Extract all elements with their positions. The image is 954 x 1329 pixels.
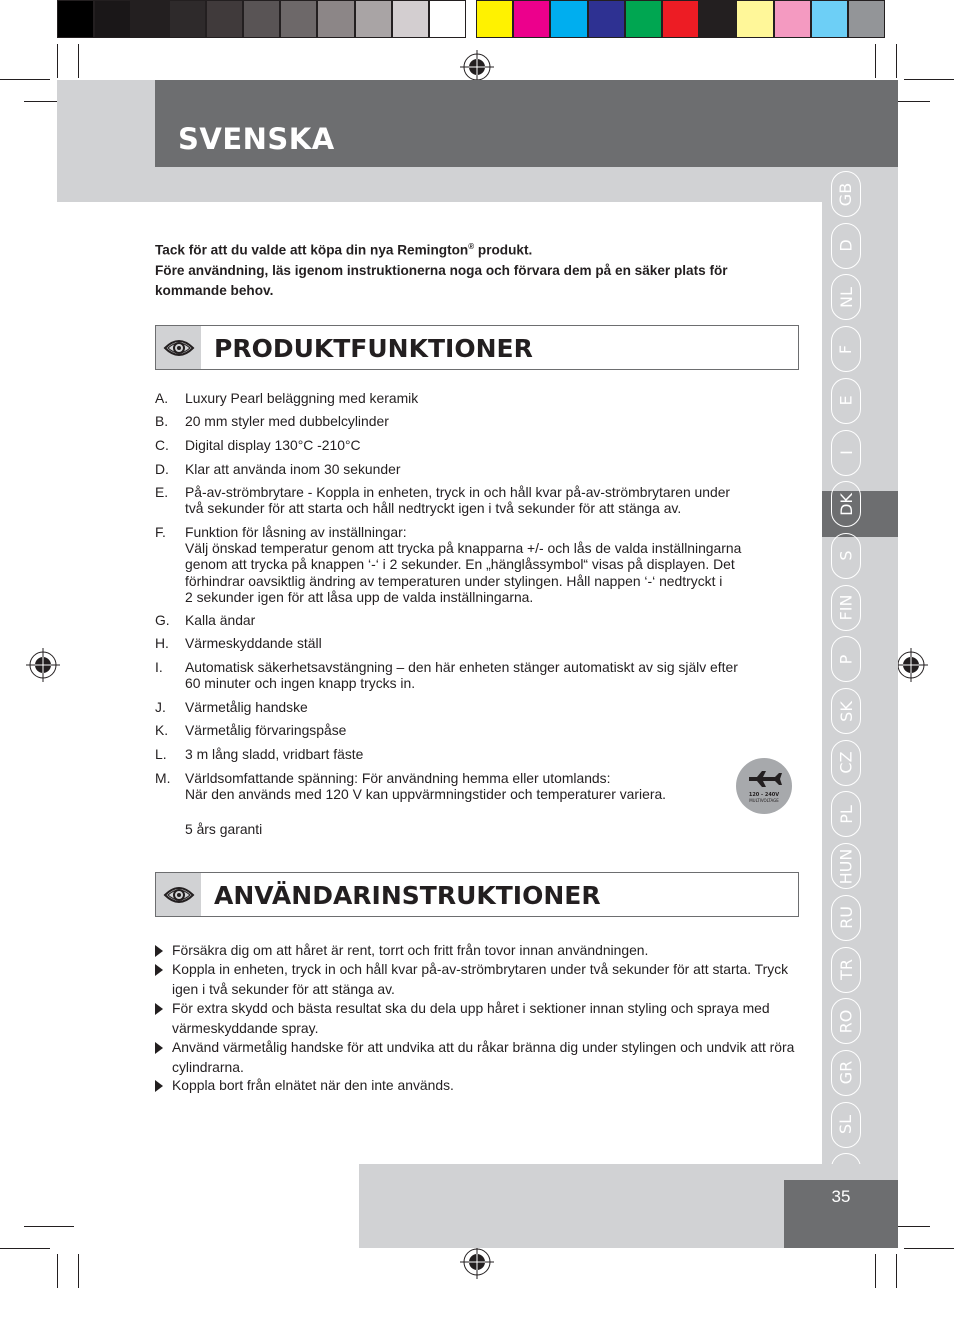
bullet-arrow-icon (155, 1003, 163, 1015)
feature-letter: B. (155, 413, 169, 429)
instruction-item (155, 941, 795, 961)
instructions-section-header (155, 872, 799, 917)
crop-mark (875, 1254, 876, 1288)
bullet-arrow-icon (155, 945, 163, 957)
feature-item (155, 746, 805, 762)
feature-letter: C. (155, 437, 169, 453)
language-tab-s[interactable] (831, 533, 861, 579)
feature-letter: L. (155, 746, 167, 762)
feature-text: Funktion för låsning av inställningar: Välj önskad temperatur genom att trycka på knapparna +/- och lås de valda inställningarna genom att trycka på knappen ‘-‘ i 2 sekunder. En „hänglåssymbol“ visas på displayen. Det förhindrar oavsiktlig ändring av temperaturen under stylingen. Håll nappen ‘-‘ nedtryckt i 2 sekunder igen för att låsa upp de valda inställningarna. (185, 524, 742, 605)
registration-mark-icon (894, 648, 928, 682)
crop-mark (875, 44, 876, 78)
language-tab-dk[interactable] (831, 481, 861, 527)
language-tab-hun[interactable] (831, 843, 861, 889)
crop-mark (904, 1248, 954, 1249)
language-tab-label: GR (836, 1061, 856, 1085)
feature-item (155, 659, 805, 691)
instruction-text: Använd värmetålig handske för att undvika att du råkar bränna dig under stylingen och undvik att röra cylindrarna. (172, 1039, 795, 1075)
color-swatch (625, 0, 662, 38)
gray-swatch (94, 0, 131, 38)
language-tab-pl[interactable] (831, 791, 861, 837)
color-calibration-bar (57, 0, 885, 38)
swatch-gap (466, 0, 476, 38)
language-tab-nl[interactable] (831, 274, 861, 320)
bullet-arrow-icon (155, 964, 163, 976)
feature-item (155, 524, 805, 605)
language-tab-fin[interactable] (831, 585, 861, 631)
color-swatch (699, 0, 736, 38)
crop-mark (57, 44, 58, 78)
registered-mark: ® (468, 242, 475, 251)
crop-mark (896, 1254, 897, 1288)
eye-icon-box (156, 873, 201, 916)
feature-letter: E. (155, 484, 169, 500)
language-tab-tr[interactable] (831, 947, 861, 993)
feature-letter: J. (155, 699, 166, 715)
language-tab-ru[interactable] (831, 895, 861, 941)
language-tab-gb[interactable] (831, 171, 861, 217)
gray-swatch (355, 0, 392, 38)
language-tab-e[interactable] (831, 378, 861, 424)
feature-letter: G. (155, 612, 170, 628)
gray-swatch (392, 0, 429, 38)
registration-mark-icon (26, 648, 60, 682)
language-tab-sl[interactable] (831, 1102, 861, 1148)
gray-swatch (429, 0, 466, 38)
registration-mark-icon (460, 50, 494, 84)
language-tab-label: NL (836, 286, 856, 308)
color-swatch (550, 0, 587, 38)
instruction-item (155, 999, 795, 1038)
feature-text: 20 mm styler med dubbelcylinder (185, 413, 389, 429)
gray-swatch (280, 0, 317, 38)
language-tab-gr[interactable] (831, 1050, 861, 1096)
language-tab-label: D (836, 239, 856, 252)
multivoltage-airplane-icon (735, 757, 793, 815)
instruction-text: För extra skydd och bästa resultat ska du dela upp håret i sektioner innan styling och spraya med värmeskyddande spray. (172, 1000, 770, 1036)
color-swatch (736, 0, 773, 38)
language-tab-label: HUN (836, 848, 856, 884)
feature-text: Digital display 130°C -210°C (185, 437, 361, 453)
crop-mark (0, 79, 50, 80)
language-tab-label: GB (836, 182, 856, 206)
color-swatch (588, 0, 625, 38)
color-swatch (513, 0, 550, 38)
registration-mark-icon (460, 1245, 494, 1279)
crop-mark (57, 1254, 58, 1288)
feature-text: 3 m lång sladd, vridbart fäste (185, 746, 364, 762)
language-tab-label: PL (836, 805, 856, 824)
feature-text: Luxury Pearl beläggning med keramik (185, 390, 419, 406)
instruction-item (155, 1038, 795, 1077)
feature-text: Världsomfattande spänning: För användning hemma eller utomlands: När den används med 120 V kan uppvärmningstider och temperaturer variera. (185, 770, 667, 803)
language-tab-label: DK (836, 492, 856, 516)
instruction-item (155, 960, 795, 999)
feature-item (155, 390, 805, 406)
instruction-text: Försäkra dig om att håret är rent, torrt och fritt från tovor innan användningen. (172, 942, 649, 958)
badge-voltage: 120 - 240V (748, 792, 780, 798)
language-tab-cz[interactable] (831, 740, 861, 786)
bullet-arrow-icon (155, 1042, 163, 1054)
intro-line2: Före användning, läs igenom instruktionerna noga och förvara dem på en säker plats för kommande behov. (155, 262, 728, 298)
language-tab-label: CZ (836, 751, 856, 774)
feature-item (155, 437, 805, 453)
feature-item (155, 461, 805, 477)
color-swatch (662, 0, 699, 38)
intro-line1: Tack för att du valde att köpa din nya Remington (155, 242, 469, 258)
gray-swatch (206, 0, 243, 38)
color-swatch (476, 0, 513, 38)
language-tab-label: TR (836, 959, 856, 980)
language-tab-label: I (836, 450, 856, 455)
color-swatch (774, 0, 811, 38)
color-swatch (848, 0, 885, 38)
warranty-text: 5 års garanti (185, 821, 263, 837)
feature-item (155, 635, 805, 651)
language-tab-d[interactable] (831, 223, 861, 269)
gray-swatch (169, 0, 206, 38)
language-tab-label: RO (836, 1009, 856, 1034)
language-tab-label: SK (836, 700, 856, 722)
feature-letter: I. (155, 659, 163, 675)
language-tab-label: FIN (836, 594, 856, 621)
language-tab-i[interactable] (831, 430, 861, 476)
feature-text: Värmeskyddande ställ (185, 635, 322, 651)
page-title: SVENSKA (178, 122, 335, 156)
language-tab-label: RU (836, 906, 856, 930)
language-tab-label: SL (836, 1115, 856, 1135)
page-number: 35 (831, 1187, 851, 1206)
crop-mark (24, 1226, 74, 1227)
feature-letter: A. (155, 390, 169, 406)
eye-icon-box (156, 326, 201, 369)
features-section-header (155, 325, 799, 370)
language-tab-label: P (836, 654, 856, 665)
feature-item (155, 722, 805, 738)
feature-letter: D. (155, 461, 169, 477)
gray-swatch (131, 0, 168, 38)
feature-item (155, 484, 805, 516)
bullet-arrow-icon (155, 1080, 163, 1092)
instruction-text: Koppla bort från elnätet när den inte används. (172, 1077, 454, 1093)
eye-icon (163, 884, 195, 906)
feature-text: Klar att använda inom 30 sekunder (185, 461, 401, 477)
feature-text: Värmetålig handske (185, 699, 308, 715)
feature-letter: H. (155, 635, 169, 651)
language-tab-sk[interactable] (831, 688, 861, 734)
feature-item (155, 612, 805, 628)
language-tab-label: E (836, 395, 856, 406)
feature-letter: M. (155, 770, 171, 786)
crop-mark (0, 1248, 50, 1249)
instructions-title: ANVÄNDARINSTRUKTIONER (214, 881, 601, 910)
features-title: PRODUKTFUNKTIONER (214, 334, 533, 363)
gray-swatch (57, 0, 94, 38)
crop-mark (896, 44, 897, 78)
eye-icon (163, 337, 195, 359)
crop-mark (78, 44, 79, 78)
language-tab-f[interactable] (831, 326, 861, 372)
crop-mark (904, 79, 954, 80)
language-tab-label: S (836, 550, 856, 561)
badge-multivoltage: MULTIVOLTAGE (749, 798, 779, 803)
feature-letter: K. (155, 722, 169, 738)
instruction-item (155, 1076, 795, 1096)
feature-text: På-av-strömbrytare - Koppla in enheten, tryck in och håll kvar på-av-strömbrytaren under två sekunder för att starta och håll nedtryckt igen i två sekunder för att stänga av. (185, 484, 731, 517)
language-tab-p[interactable] (831, 636, 861, 682)
feature-text: Kalla ändar (185, 612, 256, 628)
instruction-text: Koppla in enheten, tryck in och håll kvar på-av-strömbrytaren under två sekunder för att starta. Tryck igen i två sekunder för att stänga av. (172, 961, 789, 997)
crop-mark (78, 1254, 79, 1288)
feature-item (155, 770, 805, 802)
gray-swatch (243, 0, 280, 38)
color-swatch (811, 0, 848, 38)
language-tab-ro[interactable] (831, 998, 861, 1044)
feature-item (155, 699, 805, 715)
gray-swatch (317, 0, 354, 38)
feature-letter: F. (155, 524, 166, 540)
feature-item (155, 413, 805, 429)
feature-text: Värmetålig förvaringspåse (185, 722, 347, 738)
feature-text: Automatisk säkerhetsavstängning – den här enheten stänger automatiskt av sig själv efter 60 minuter och ingen knapp trycks in. (185, 659, 738, 692)
intro-text (155, 237, 795, 301)
language-tab-label: F (836, 344, 856, 354)
intro-line1-end: produkt. (474, 242, 533, 258)
